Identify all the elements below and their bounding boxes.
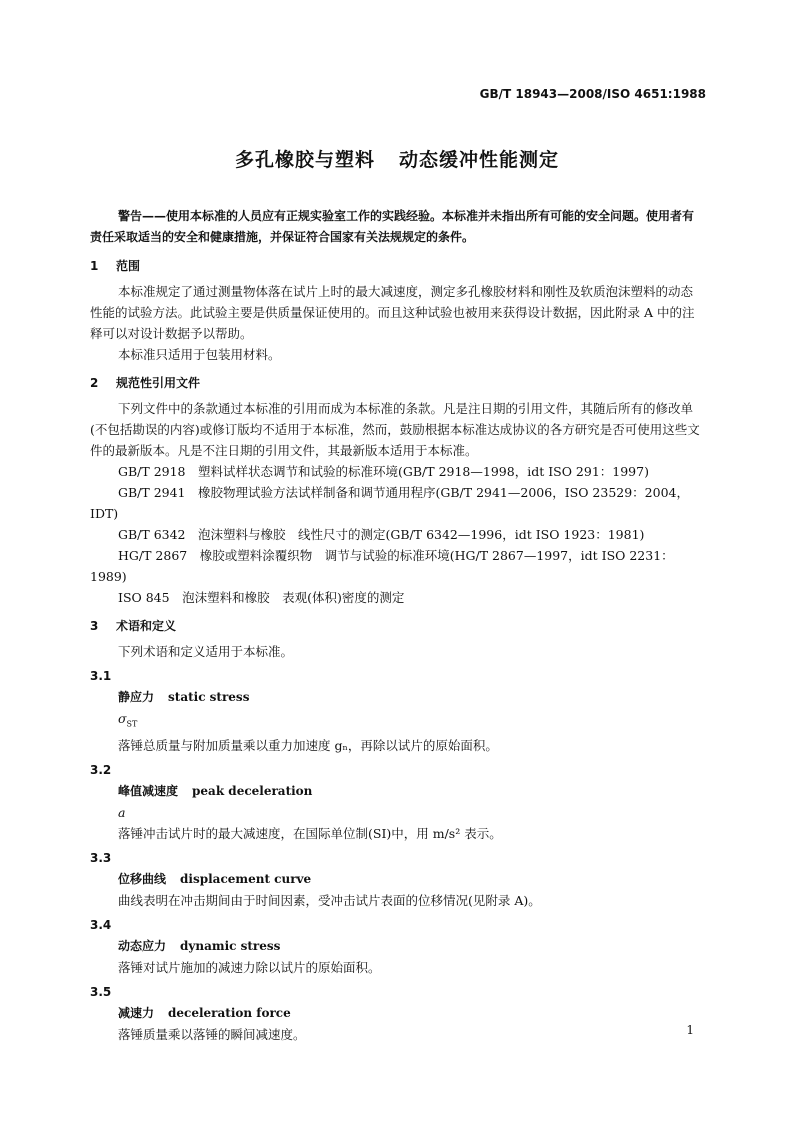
reference-item: HG/T 2867 橡胶或塑料涂覆织物 调节与试验的标准环境(HG/T 2867—1997，idt ISO 2231：1989) — [90, 548, 674, 584]
document-body — [90, 206, 704, 1045]
title-part2: 动态缓冲性能测定 — [399, 149, 560, 171]
term-number: 3.1 — [90, 669, 112, 683]
term-definition: 落锤质量乘以落锤的瞬间减速度。 — [118, 1026, 306, 1042]
reference-item: GB/T 2941 橡胶物理试验方法试样制备和调节通用程序(GB/T 2941—2006，ISO 23529：2004，IDT) — [90, 485, 689, 521]
term-symbol: a — [118, 804, 126, 820]
section-1-paragraph-2: 本标准只适用于包装用材料。 — [118, 347, 281, 362]
document-title — [0, 150, 794, 171]
reference-item: ISO 845 泡沫塑料和橡胶 表观(体积)密度的测定 — [118, 590, 405, 605]
term-heading: 位移曲线 displacement curve — [118, 871, 312, 886]
title-part1: 多孔橡胶与塑料 — [234, 149, 375, 171]
term-heading: 动态应力 dynamic stress — [118, 938, 281, 953]
page-number: 1 — [686, 1023, 694, 1037]
warning-paragraph: 警告——使用本标准的人员应有正规实验室工作的实践经验。本标准并未指出所有可能的安全问题。使用者有责任采取适当的安全和健康措施，并保证符合国家有关法规规定的条件。 — [90, 209, 695, 244]
section-3-intro: 下列术语和定义适用于本标准。 — [118, 644, 294, 659]
reference-item: GB/T 2918 塑料试样状态调节和试验的标准环境(GB/T 2918—1998，idt ISO 291：1997) — [118, 464, 649, 479]
section-2-intro: 下列文件中的条款通过本标准的引用而成为本标准的条款。凡是注日期的引用文件，其随后所有的修改单(不包括勘误的内容)或修订版均不适用于本标准，然而，鼓励根据本标准达成协议的各方研究是否可使用这些文件的最新版本。凡是不注日期的引用文件，其最新版本适用于本标准。 — [90, 401, 700, 458]
term-symbol: $\sigma_{ST}$ — [118, 711, 138, 729]
term-number: 3.3 — [90, 850, 112, 865]
term-definition: 落锤总质量与附加质量乘以重力加速度 gₙ，再除以试片的原始面积。 — [118, 737, 498, 753]
term-heading: 减速力 deceleration force — [118, 1005, 291, 1020]
term-number: 3.4 — [90, 917, 112, 932]
standard-code: GB/T 18943—2008/ISO 4651:1988 — [479, 87, 706, 101]
section-3-heading: 3 术语和定义 — [90, 619, 177, 633]
term-definition: 落锤对试片施加的减速力除以试片的原始面积。 — [118, 959, 381, 975]
section-1-paragraph: 本标准规定了通过测量物体落在试片上时的最大减速度，测定多孔橡胶材料和刚性及软质泡沫塑料的动态性能的试验方法。此试验主要是供质量保证使用的。而且这种试验也被用来获得设计数据，因此附录 A 中的注释可以对设计数据予以帮助。 — [90, 284, 695, 341]
term-definition: 落锤冲击试片时的最大减速度，在国际单位制(SI)中，用 m/s² 表示。 — [118, 825, 502, 841]
section-2-heading: 2 规范性引用文件 — [90, 376, 201, 390]
term-heading: 静应力 static stress — [118, 690, 250, 704]
reference-item: GB/T 6342 泡沫塑料与橡胶 线性尺寸的测定(GB/T 6342—1996，idt ISO 1923：1981) — [118, 527, 645, 542]
section-1-heading: 1 范围 — [90, 259, 141, 273]
term-heading: 峰值减速度 peak deceleration — [118, 783, 313, 798]
term-number: 3.5 — [90, 984, 112, 999]
term-definition: 曲线表明在冲击期间由于时间因素，受冲击试片表面的位移情况(见附录 A)。 — [118, 892, 541, 908]
term-number: 3.2 — [90, 762, 112, 777]
